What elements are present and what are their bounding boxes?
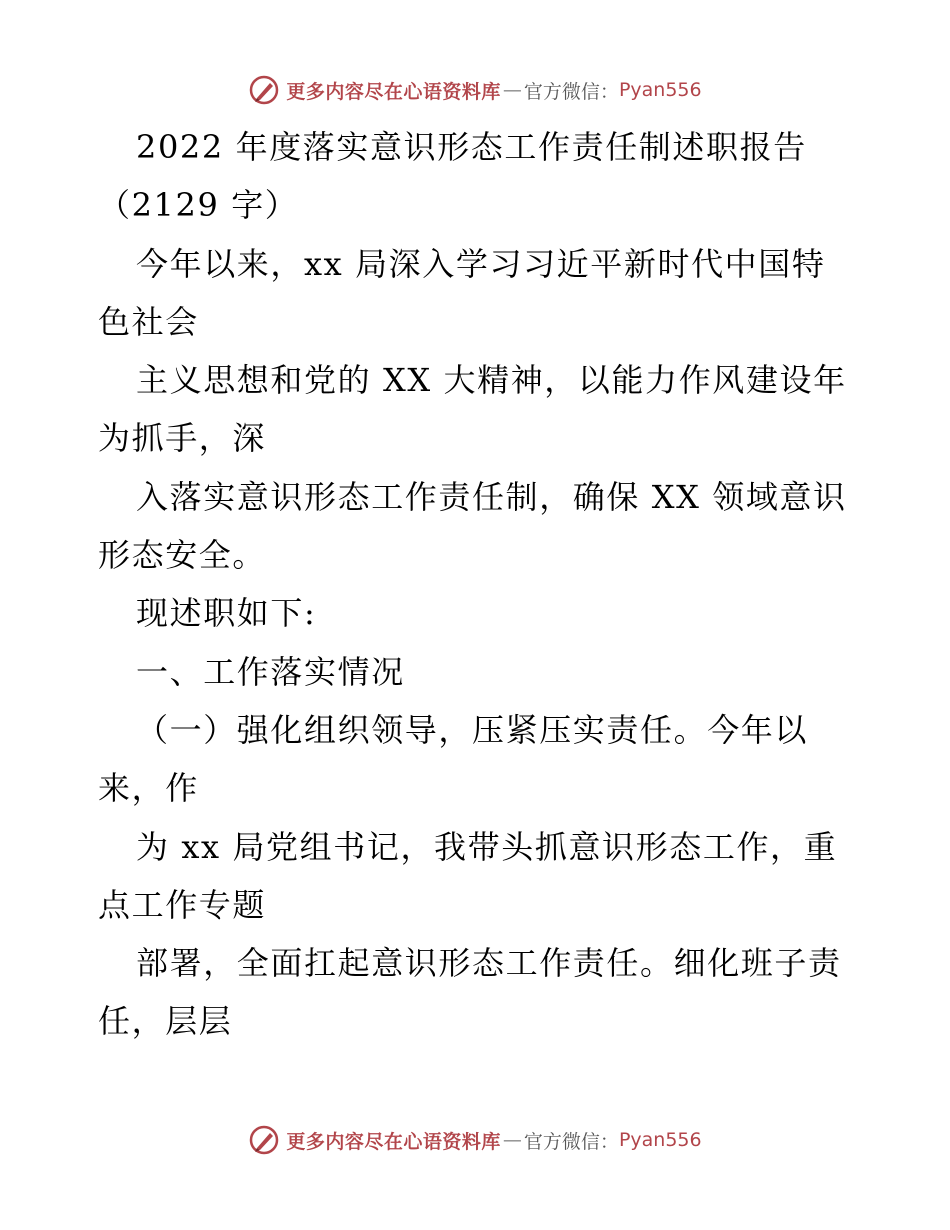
watermark-dash: —	[502, 79, 522, 101]
watermark-main-text: 更多内容尽在心语资料库	[286, 80, 501, 103]
document-line: 来，作	[98, 769, 199, 808]
pen-logo-icon	[248, 74, 280, 106]
watermark-sub-text: 官方微信：	[523, 80, 619, 103]
document-line: 色社会	[98, 302, 199, 341]
document-line: 部署，全面扛起意识形态工作责任。细化班子责	[136, 944, 842, 983]
document-line: 点工作专题	[98, 885, 267, 924]
watermark-main-text: 更多内容尽在心语资料库	[286, 1130, 501, 1153]
document-line: 形态安全。	[98, 536, 267, 575]
document-line: （2129 字）	[98, 186, 299, 225]
document-line: 主义思想和党的 XX 大精神，以能力作风建设年	[136, 361, 847, 400]
watermark-banner-bottom	[0, 1120, 950, 1160]
watermark-banner-top	[0, 70, 950, 110]
document-line: 今年以来，xx 局深入学习习近平新时代中国特	[136, 244, 826, 283]
document-line: 入落实意识形态工作责任制，确保 XX 领域意识	[136, 477, 847, 516]
document-line: 为抓手，深	[98, 419, 267, 458]
watermark-sub-text: 官方微信：	[523, 1130, 619, 1153]
pen-logo-icon	[248, 1124, 280, 1156]
document-line: （一）强化组织领导，压紧压实责任。今年以	[136, 710, 809, 749]
watermark-wechat-id: Pyan556	[618, 79, 702, 101]
document-line: 现述职如下:	[136, 594, 317, 633]
document-line: 为 xx 局党组书记，我带头抓意识形态工作，重	[136, 827, 838, 866]
document-body	[98, 118, 868, 1051]
watermark-dash: —	[502, 1129, 522, 1151]
document-line: 任，层层	[98, 1002, 233, 1041]
document-line: 2022 年度落实意识形态工作责任制述职报告	[136, 128, 807, 166]
document-line: 一、工作落实情况	[136, 652, 405, 691]
watermark-wechat-id: Pyan556	[618, 1129, 702, 1151]
